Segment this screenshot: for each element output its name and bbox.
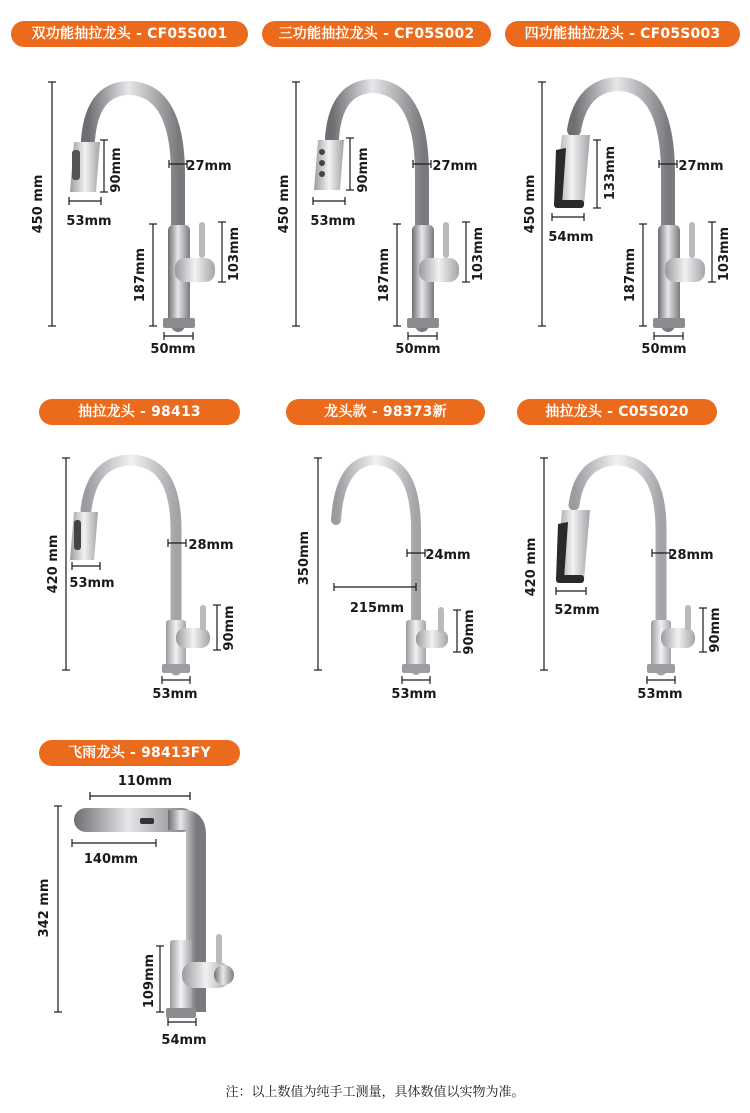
dim-handle-cf05s002: 103mm bbox=[471, 226, 486, 282]
footnote: 注：以上数值为纯手工测量，具体数值以实物为准。 bbox=[225, 1085, 525, 1100]
dim-spray-cf05s001: 53mm bbox=[66, 214, 112, 229]
dim-body-cf05s002: 187mm bbox=[377, 247, 392, 303]
dim-height-98413: 420 mm bbox=[46, 534, 61, 594]
dim-neck-cf05s001: 27mm bbox=[186, 159, 232, 174]
dim-handle-98413: 90mm bbox=[222, 605, 237, 651]
dim-height-98413fy: 342 mm bbox=[37, 878, 52, 938]
dim-base-c05s020: 53mm bbox=[637, 687, 683, 702]
dim-top-98413fy: 110mm bbox=[117, 774, 173, 789]
dim-base-cf05s003: 50mm bbox=[641, 342, 687, 357]
dim-base-98413fy: 54mm bbox=[161, 1033, 207, 1048]
dim-neck-c05s020: 28mm bbox=[668, 548, 714, 563]
dim-handle-cf05s001: 103mm bbox=[227, 226, 242, 282]
dim-spray-cf05s002: 53mm bbox=[310, 214, 356, 229]
product-badge-cf05s002: 三功能抽拉龙头 - CF05S002 bbox=[262, 21, 491, 47]
faucet-c05s020 bbox=[556, 460, 695, 673]
dim-head-cf05s002: 90mm bbox=[356, 147, 371, 193]
dim-handle-98413fy: 109mm bbox=[142, 953, 157, 1009]
dim-base-98373: 53mm bbox=[391, 687, 437, 702]
dim-neck-98413: 28mm bbox=[188, 538, 234, 553]
dim-arm-98413fy: 140mm bbox=[83, 852, 139, 867]
dim-height-c05s020: 420 mm bbox=[524, 537, 539, 597]
dim-neck-cf05s002: 27mm bbox=[432, 159, 478, 174]
dim-head-cf05s001: 90mm bbox=[109, 147, 124, 193]
product-badge-98373: 龙头款 - 98373新 bbox=[286, 399, 485, 425]
dim-head-cf05s003: 133mm bbox=[603, 145, 618, 201]
dim-height-cf05s001: 450 mm bbox=[31, 174, 46, 234]
dim-handle-98373: 90mm bbox=[462, 609, 477, 655]
dim-height-cf05s002: 450 mm bbox=[277, 174, 292, 234]
dim-base-98413: 53mm bbox=[152, 687, 198, 702]
dim-height-cf05s003: 450 mm bbox=[523, 174, 538, 234]
dim-handle-cf05s003: 103mm bbox=[717, 226, 732, 282]
dim-height-98373: 350mm bbox=[297, 530, 312, 586]
dim-base-cf05s002: 50mm bbox=[395, 342, 441, 357]
dim-base-cf05s001: 50mm bbox=[150, 342, 196, 357]
faucet-98373 bbox=[336, 460, 448, 673]
product-badge-cf05s001: 双功能抽拉龙头 - CF05S001 bbox=[11, 21, 248, 47]
dim-neck-98373: 24mm bbox=[425, 548, 471, 563]
product-badge-c05s020: 抽拉龙头 - C05S020 bbox=[517, 399, 717, 425]
dim-spray-98413: 53mm bbox=[69, 576, 115, 591]
dim-reach-98373: 215mm bbox=[349, 601, 405, 616]
product-badge-98413fy: 飞雨龙头 - 98413FY bbox=[39, 740, 240, 766]
product-badge-98413: 抽拉龙头 - 98413 bbox=[39, 399, 240, 425]
dim-handle-c05s020: 90mm bbox=[708, 607, 723, 653]
dim-body-cf05s003: 187mm bbox=[623, 247, 638, 303]
dim-neck-cf05s003: 27mm bbox=[678, 159, 724, 174]
product-badge-cf05s003: 四功能抽拉龙头 - CF05S003 bbox=[505, 21, 740, 47]
dim-spray-c05s020: 52mm bbox=[554, 603, 600, 618]
dim-body-cf05s001: 187mm bbox=[133, 247, 148, 303]
dim-spray-cf05s003: 54mm bbox=[548, 230, 594, 245]
